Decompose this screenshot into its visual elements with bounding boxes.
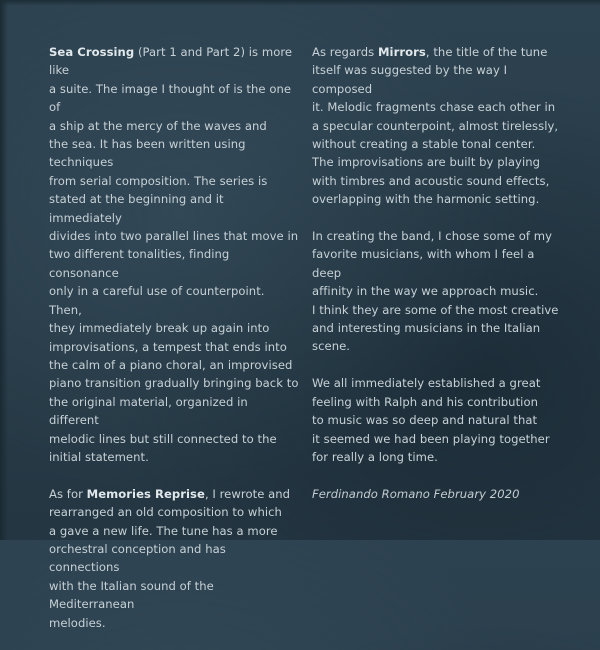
page-top-edge <box>0 0 600 6</box>
memories-reprise-paragraph <box>49 485 299 632</box>
mirrors-intro: As regards <box>312 45 378 59</box>
left-column <box>49 43 299 650</box>
mirrors-title: Mirrors <box>377 45 426 59</box>
mirrors-paragraph <box>312 43 562 209</box>
signature: Ferdinando Romano February 2020 <box>312 486 520 501</box>
sea-crossing-paragraph <box>49 43 299 466</box>
memories-reprise-text: , I rewrote and rearranged an old composition to which a gave a new life. The tune has a more orchestral conception and has connections with the Italian sound of the Mediterranean melodies. <box>49 486 291 630</box>
page-left-edge <box>0 0 8 540</box>
mirrors-text: , the title of the tune itself was suggested by the way I composed it. Melodic fragments chase each other in a specular counterpoint, almost tirelessly, without creating a stable tonal center. The improvisations are built by playing with timbres and acoustic sound effects, overlapping with the harmonic setting. <box>312 45 559 207</box>
sea-crossing-text: (Part 1 and Part 2) is more like a suite. The image I thought of is the one of a ship at the mercy of the waves and the sea. It has been written using techniques from serial composition. The series is stated at the beginning and it immediately divides into two parallel lines that move in two different tonalities, finding consonance only in a careful use of counterpoint. Then, they immediately break up again into improvisations, a tempest that ends into the calm of a piano choral, an improvised piano transition gradually bringing back to the original material, organized in different melodic lines but still connected to the initial statement. <box>49 45 299 464</box>
memories-reprise-title: Memories Reprise <box>86 486 205 501</box>
ralph-paragraph: We all immediately established a great feeling with Ralph and his contribution to music was so deep and natural that it seemed we had been playing together for really a long time. <box>312 376 550 464</box>
memories-reprise-intro: As for <box>49 486 87 501</box>
band-paragraph: In creating the band, I chose some of my favorite musicians, with whom I feel a deep affinity in the way we approach music. I think they are some of the most creative and interesting musicians in the Italian scene. <box>312 229 559 354</box>
right-column <box>312 43 562 503</box>
sea-crossing-title: Sea Crossing <box>49 45 135 59</box>
